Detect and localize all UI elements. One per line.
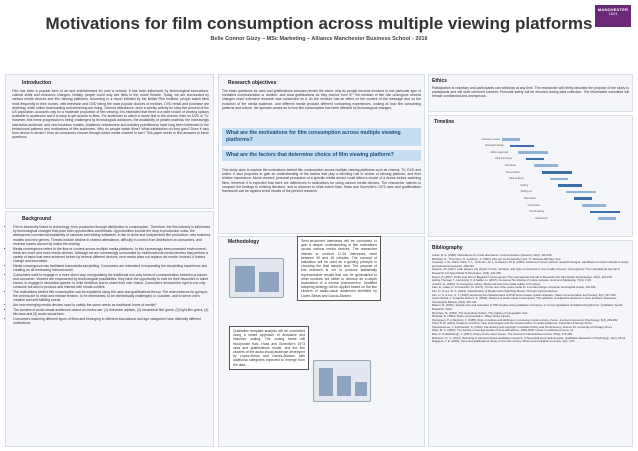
poster-title: Motivations for film consumption across multiple viewing platforms bbox=[45, 14, 593, 33]
bibliography-entry: Bordwell, D., Thompson, K. & Ashton, J. (1997). Film art: An introduction (Vol. 7). McGraw-Hill New York. bbox=[432, 256, 562, 261]
timeline-task-label: Discussion bbox=[523, 196, 536, 200]
bibliography-entry: Creswell, J. W., Plano Clark, V. L., Gutmann, M. L. & Hanson, W. E. (2003). Advanced mixed methods research designs. Handbook of mixed methods in social and behavioral research, 209-240. bbox=[432, 260, 629, 268]
research-objectives-heading: Research objectives bbox=[228, 80, 277, 86]
timeline-task-label: Submission bbox=[535, 216, 548, 220]
bibliography-entry: McQuail, D. (1994). Mass communication. Wiley Online Library. bbox=[432, 314, 511, 319]
timeline-task-label: Proofreading bbox=[529, 210, 544, 214]
ethics-heading: Ethics bbox=[432, 78, 448, 84]
timeline-task-bar bbox=[590, 211, 620, 214]
timeline-task-bar bbox=[574, 197, 592, 200]
research-question-1: What are the motivations for film consumption across multiple viewing platforms? bbox=[222, 128, 421, 146]
bibliography-entry: Austin, B. A. (1986). Motivations for movie attendance. Communication Quarterly, 34(2), 115-126. bbox=[432, 253, 553, 257]
background-list bbox=[8, 225, 211, 326]
list-item: • Are new emerging media devices used to satisfy the same needs as traditional forms of media? bbox=[13, 303, 211, 307]
bibliography-entry: Katz, E., Haas, H. & Gurevitch, M. (1973). On the use of the mass media for important things. American sociological review, 164-181. bbox=[432, 285, 597, 290]
timeline-task-bar bbox=[542, 171, 572, 174]
timeline-task-label: Coding bbox=[520, 183, 528, 187]
poster-subtitle: Belle Connor Gizzy – MSc Marketing – Alliance Manchester Business School - 2016 bbox=[210, 36, 428, 42]
list-item: • Consumers want to engage in a more direct way, renegotiating the traditional one-way forms of communication between producer and consumer. Viewers are empowered by technological possibilities: they have the opportunity to vote for their favourites in talent shows, to engage in simulation games, to write fanfiction and to share their own videos. Consumers demand the right to not only consume but also to produce and interact with media content. bbox=[13, 273, 211, 290]
bibliography-entry: Ruggiero, T. E. (2000). Uses and gratifications theory in the 21st century. Mass communication & society, 3(1), 3-37. bbox=[432, 339, 576, 344]
list-item: • The clusters of audio-visual audiences based on media use: (1) television addicts, (2) occasional film goers, (3) light film goers, (4) film fans and (5) audio-visual fans. bbox=[13, 308, 211, 316]
timeline-task-label: Writing up bbox=[520, 190, 532, 194]
list-item: • Film is inherently linked to technology, from production through distribution to consumption. Therefore, the film industry is influenced by technological changes that pose both opportunities and threats. Opportunities include the drop in production costs, the widespread commercial availability of cameras and editing softwares, a rise in niche and independent film production, new business models and new genres. Threats include decline in cinema attendance, difficulty in control from distributors to consumers, and revenue losses caused by online file sharing. bbox=[13, 225, 211, 246]
timeline-task-label: Conclusion bbox=[527, 203, 540, 207]
bibliography-entry: Sherwood-Lee, Y. & Ertsander, K. (2010). File sharing and copyright. Innovation Policy and the Economy, Volume 10. University of Chicago Press. bbox=[432, 324, 613, 329]
bibliography-entry: López-Sintas, J. & García-Álvarez, E. (2006). Patterns of audio-visual consumption: The reflection of subjective divisions in class structure. European Sociological Review, 22(4), 397-411. bbox=[432, 296, 617, 304]
introduction-text: Film has been a popular form of art and entertainment for over a century. It has been influenced by technological innovations, cultural shifts and economic changes. Initially, people could only see films in the movie theatre. Today, we are surrounded by various media devices and film viewing platforms. According to a report initiated by the British Film Institute, people watch films most frequently in their homes, with television and DVD being the most popular choices of medium. DVD rental and purchase are declining, while online downloading and streaming are rising. Cinema attendance, once a weekly activity for sixty-five percent of the US population, accounts only for a moderate proportion of film viewing. It is estimated that there is a wide choice of viewing options available to audiences and it is easy to get access to films. For audiences to watch a movie first in the cinema, then on DVD or TV. However, this linear progression is being challenged by technological advances, the availability of pirated material, the increasingly interactive audience, and new business models. Academic researchers and industry practitioners have long been interested in the behavioural patterns and motivations of film audiences. Why do people watch films? What satisfaction do they gain? Does it vary from device to device? How do consumers choose through which media channel to see? This paper seeks to find answers to these questions. bbox=[12, 89, 209, 140]
bibliography-entry: Rao, R. & Washburgh, J. (2007). Piracy on the silver screen. The Journal of Industrial Economics, 55(3), 379-405. bbox=[432, 332, 573, 337]
list-item: • Media convergence has facilitated transmedia storytelling. Consumers are interested in expanding the storytelling experience and creating an all-embracing fictional world. bbox=[13, 264, 211, 272]
logo-line: 1824 bbox=[608, 12, 618, 17]
background-heading: Background bbox=[22, 216, 52, 222]
timeline-task-bar bbox=[518, 151, 548, 154]
bibliography-entry: Kim, H. S. & Lee, S. T. (2003). Exploring the characteristics of DVD home theater system adopters. Mass Communication and Society, 6(3), 307-330. bbox=[432, 292, 617, 297]
timeline-task-bar bbox=[550, 178, 568, 181]
analysis-graphic-bar bbox=[355, 382, 367, 396]
timeline-task-label: Transcription bbox=[505, 170, 520, 174]
bibliography-entry: Kim, N. & Lee, B. G. (2013). Classification of Media Users Watching Movies Through Various Devices. bbox=[432, 288, 559, 293]
interview-graphic-bar bbox=[259, 272, 279, 292]
ethics-text: Participation is voluntary and participants can withdraw at any time. The researcher will briefly describe the purpose of the study to participants and will seek informed consent. Personal safety will be ensured during data collection. The information submitted will remain confidential and anonymous. bbox=[432, 86, 629, 99]
timeline-task-bar bbox=[598, 217, 616, 220]
timeline-task-bar bbox=[558, 184, 582, 187]
timeline-task-bar bbox=[566, 191, 596, 194]
bibliography-entry: Palmgreen, P. & Rayburn, J. (1985). Role of motives and attributes in consumer motion picture choice. Journal of economic Psychology, 6(3), 239-262. bbox=[432, 317, 619, 322]
list-item: • The motivations behind film consumption can be explained using the uses and gratifications theory. The main reasons for going to the cinema are to relax and release tension, to be entertained, to be intellectually challenged, to socialize, and to serve one's creative and self-fulfilling needs. bbox=[13, 290, 211, 303]
timeline-task-bar bbox=[582, 204, 606, 207]
timeline-task-label: Ethics approval bbox=[490, 150, 508, 154]
timeline-heading: Timeline bbox=[434, 119, 455, 125]
university-logo bbox=[595, 5, 631, 27]
interview-graphic-bar bbox=[235, 266, 255, 292]
methodology-heading: Methodology bbox=[228, 239, 260, 245]
logo-line: MANCHESTER bbox=[597, 7, 629, 12]
bibliography-entry: Pantl, P. W. (2011). Audience evolution: New technologies and the transformation of media audiences. Columbia University Press. bbox=[432, 321, 593, 326]
research-objectives-aims: This study aims to explore the motivations behind film consumption across multiple viewing platforms such as cinema, TV, DVD and online. It also proposes to gain an understanding of the factors that play a deciding role in choice of viewing platform, and their relative importance. Movie viewers' personal perception of a specific media device could affect a choice of a device before watching films, therefore it is expected that there are differences in motivations for using various media devices. The researcher intends to compare the findings to existing literature, and to discover to what extent Katz, Haas and Gurevitch's 1973 uses and gratifications framework can be applied to the results of the present research. bbox=[222, 168, 421, 194]
research-question-2: What are the factors that determine choice of film viewing platform? bbox=[222, 150, 421, 161]
poster-header bbox=[0, 0, 638, 46]
list-item: • Consumers watching different types of films and belonging to different educational and age categories have distinctly different motivations. bbox=[13, 317, 211, 325]
timeline-task-label: Data analysis bbox=[508, 177, 524, 181]
bibliography-entry: Patel, M. C. (2002). The decline in average weekly cinema attendance, 1930-2000. Issues in political economy, 11. bbox=[432, 328, 574, 333]
bibliography-entry: Dwyer, P. (2007). DVDs And Dirs or Bugsites? Convergence: The International Journal of Research into New Media Technologies, 13(2), 119-128. bbox=[432, 274, 613, 279]
list-item: • Media convergence refers to the flow of content across multiple media platforms. In this increasingly interconnected environment, there are more and more media devices. Although we are increasingly surrounded by multifunctional media devices that perform a variety of tasks that were achieved before by several different devices, new media does not replace old media. Instead, it fosters change and innovation. bbox=[13, 247, 211, 264]
bibliography-entry: Jenkins, H. (2006). Convergence culture: Where old and new media collide. NYU press. bbox=[432, 281, 541, 286]
timeline-task-bar bbox=[526, 158, 544, 161]
data-collection-box: Semi-structured interviews will be conducted to gain a deeper understanding of film motivations across various media devices. The researcher intends to conduct 12-16 interviews, each between 30 and 45 minutes. The concept of saturation will be used as a guiding principle in choosing the final sample size. The purpose of this research is not to produce statistically representative results that can be generalized to other contexts but rather to develop an in-depth exploration of a central phenomenon. Stratified sampling strategy will be applied based on the five clusters of audio-visual audiences identified by López-Sintas and García-Álvarez. bbox=[297, 236, 381, 301]
analysis-graphic-bar bbox=[337, 376, 351, 396]
timeline-gantt bbox=[450, 134, 632, 230]
timeline-task-label: Research design bbox=[485, 144, 504, 148]
introduction-heading: Introduction bbox=[22, 80, 52, 86]
timeline-task-bar bbox=[510, 145, 534, 148]
research-objectives-text: The basic questions for uses and gratifications scholars remain the same: why do people become involved in one particular type of mediated communication or another, and what gratifications do they receive from it? The medium of film has undergone several changes since extensive research was conducted on it. As the medium has an effect on the content of the message and on the evolution of the media audience, and different media produce different consuming experiences, looking at how film consuming patterns and culture, the question arises as to how film consumption has been affected by technological changes. bbox=[222, 89, 421, 110]
bibliography-entry: Haring-Thomas, T., Hemming, V. & Sattler, H. (2007). Consumer file sharing of motion pictures. Journal of Marketing, 71(4), 1-18. bbox=[432, 278, 592, 283]
bibliography-heading: Bibliography bbox=[432, 245, 463, 251]
timeline-task-label: Literature review bbox=[481, 137, 500, 141]
bibliography-entry: Robinson, O. C. (2014). Sampling in interview-based qualitative research: A theoretical and practical guide. Qualitative Research in Psychology, 11(1), 25-41. bbox=[432, 335, 627, 340]
timeline-task-bar bbox=[502, 138, 520, 141]
bibliography-entry: Dawson, M. (2007). Little players, big shows: format, narration, and style on television's new smaller screens. Convergence: The International Journal of Research into New Media Technologies, 13(3), 231-250. bbox=[432, 267, 620, 275]
timeline-task-label: Interviews bbox=[504, 163, 516, 167]
timeline-task-label: Pilot interviews bbox=[495, 157, 512, 161]
data-analysis-box: Qualitative template analysis will be conducted using a mixed approach of deductive and inductive coding. The coding frame will incorporate Katz, Haas and Gurevitch's 1973 uses and gratifications model, and the five clusters of the audio-visual audience developed by López-Sintas and García-Álvarez, with additional categories expected to emerge from the data. bbox=[229, 326, 309, 370]
analysis-graphic-bar bbox=[319, 368, 333, 396]
bibliography-list bbox=[432, 254, 629, 344]
bibliography-entry: McLuhan, M. (1962). The Gutenberg Galaxy. The making of typographic man. bbox=[432, 310, 529, 315]
timeline-task-bar bbox=[534, 164, 558, 167]
bibliography-entry: Mason, M. (2010). Sample size and saturation in PhD studies using qualitative interviews. In: Forum Qualitative Sozialforschung/Forum: Qualitative Social Research, 2010. bbox=[432, 303, 623, 311]
